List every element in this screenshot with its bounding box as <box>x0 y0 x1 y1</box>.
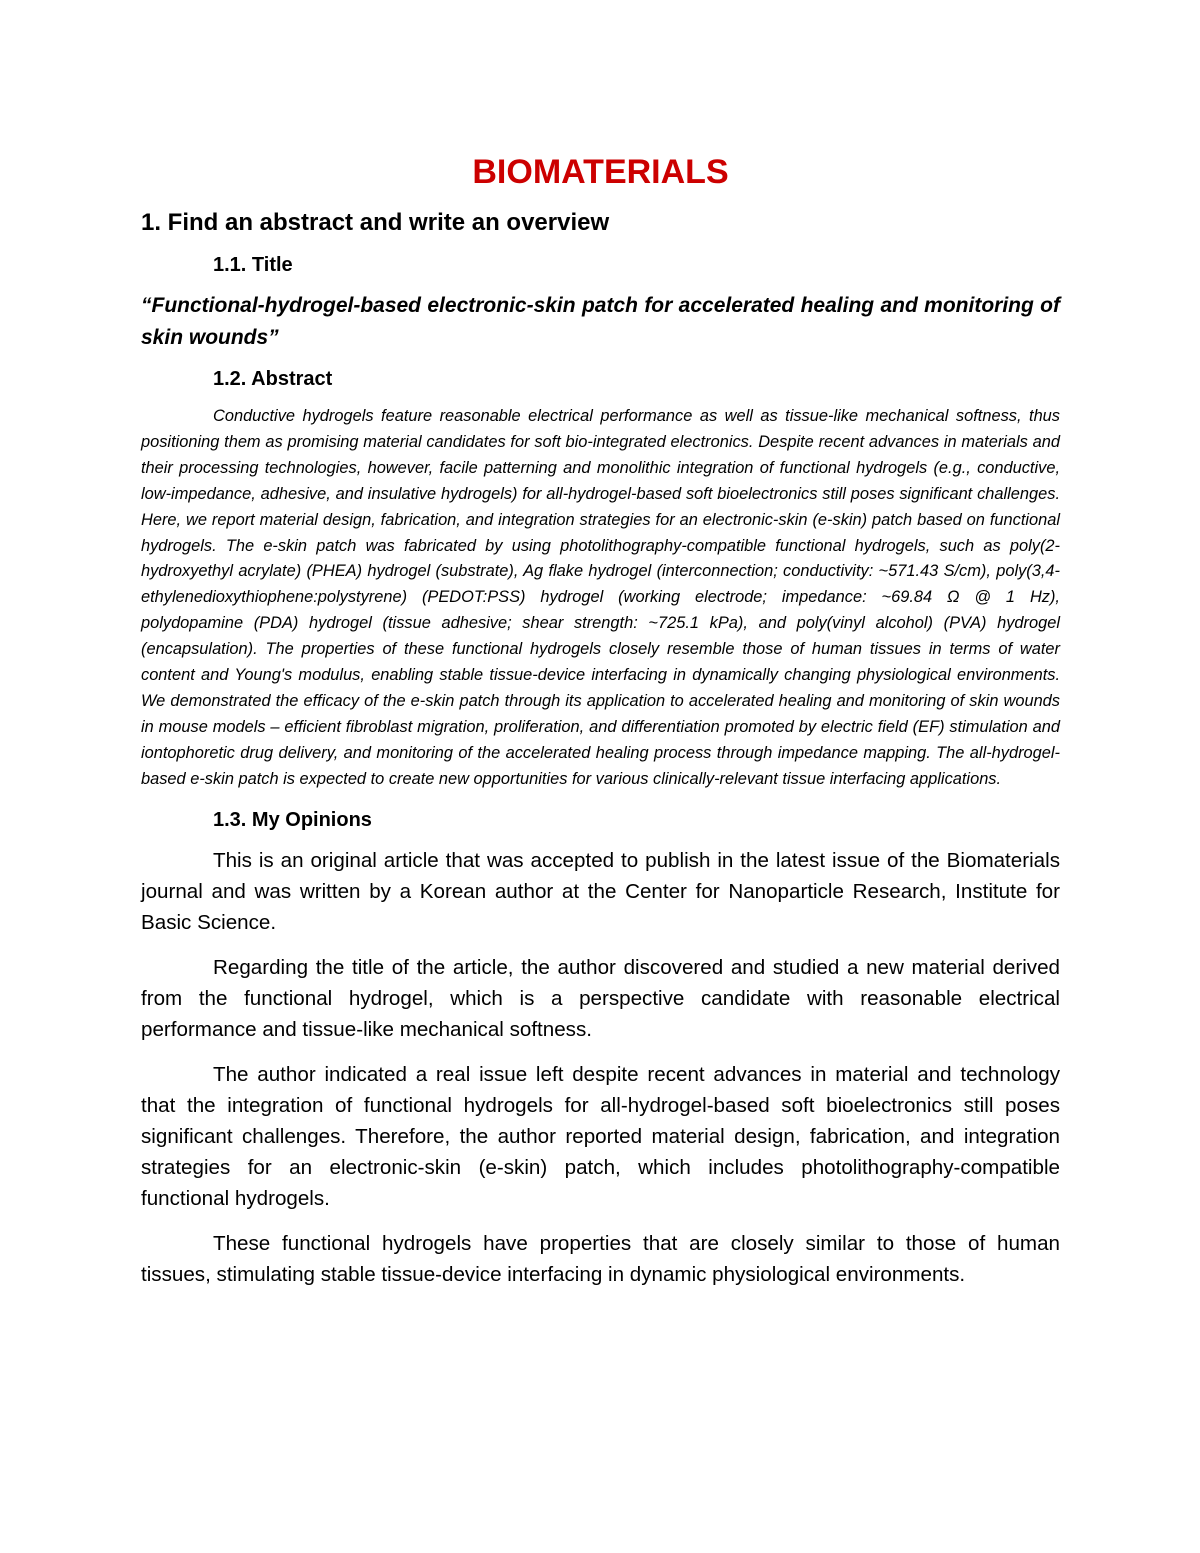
subsection-heading-opinions: 1.3. My Opinions <box>213 808 372 831</box>
subsection-heading-abstract: 1.2. Abstract <box>213 368 333 390</box>
section-heading-overview: 1. Find an abstract and write an overview <box>141 209 610 236</box>
abstract-paragraph: Conductive hydrogels feature reasonable electrical performance as well as tissue-like mechanical softness, thus positioning them as promising material candidates for soft bio-integrated electronics. Despite recent advances in materials and their processing technologies, however, facile patterning and monolithic integration of functional hydrogels (e.g., conductive, low-impedance, adhesive, and insulative hydrogels) for all-hydrogel-based soft bioelectronics still poses significant challenges. Here, we report material design, fabrication, and integration strategies for an electronic-skin (e-skin) patch based on functional hydrogels. The e-skin patch was fabricated by using photolithography-compatible functional hydrogels, such as poly(2-hydroxyethyl acrylate) (PHEA) hydrogel (substrate), Ag flake hydrogel (interconnection; conductivity: ~571.43 S/cm), poly(3,4-ethylenedioxythiophene:polystyrene) (PEDOT:PSS) hydrogel (working electrode; impedance: ~69.84 Ω @ 1 Hz), polydopamine (PDA) hydrogel (tissue adhesive; shear strength: ~725.1 kPa), and poly(vinyl alcohol) (PVA) hydrogel (encapsulation). The properties of these functional hydrogels closely resemble those of human tissues in terms of water content and Young's modulus, enabling stable tissue-device interfacing in dynamically changing physiological environments. We demonstrated the efficacy of the e-skin patch through its application to accelerated healing and monitoring of skin wounds in mouse models – efficient fibroblast migration, proliferation, and differentiation promoted by electric field (EF) stimulation and iontophoretic drug delivery, and monitoring of the accelerated healing process through impedance mapping. The all-hydrogel-based e-skin patch is expected to create new opportunities for various clinically-relevant tissue interfacing applications. <box>141 407 1060 788</box>
opinion-paragraph: These functional hydrogels have properties that are closely similar to those of human tissues, stimulating stable tissue-device interfacing in dynamic physiological environments. <box>141 1231 1060 1286</box>
opinion-paragraph: The author indicated a real issue left despite recent advances in material and technology that the integration of functional hydrogels for all-hydrogel-based soft bioelectronics still poses significant challenges. Therefore, the author reported material design, fabrication, and integration strategies for an electronic-skin (e-skin) patch, which includes photolithography-compatible functional hydrogels. <box>141 1062 1060 1210</box>
opinion-paragraph: This is an original article that was accepted to publish in the latest issue of the Biomaterials journal and was written by a Korean author at the Center for Nanoparticle Research, Institute for Basic Science. <box>141 848 1060 934</box>
opinion-paragraph: Regarding the title of the article, the author discovered and studied a new material derived from the functional hydrogel, which is a perspective candidate with reasonable electrical performance and tissue-like mechanical softness. <box>141 955 1060 1041</box>
article-title: “Functional-hydrogel-based electronic-skin patch for accelerated healing and monitoring of skin wounds” <box>141 294 1060 349</box>
subsection-heading-title: 1.1. Title <box>213 254 293 276</box>
document-title: BIOMATERIALS <box>472 153 729 191</box>
document-page <box>141 150 1060 1304</box>
